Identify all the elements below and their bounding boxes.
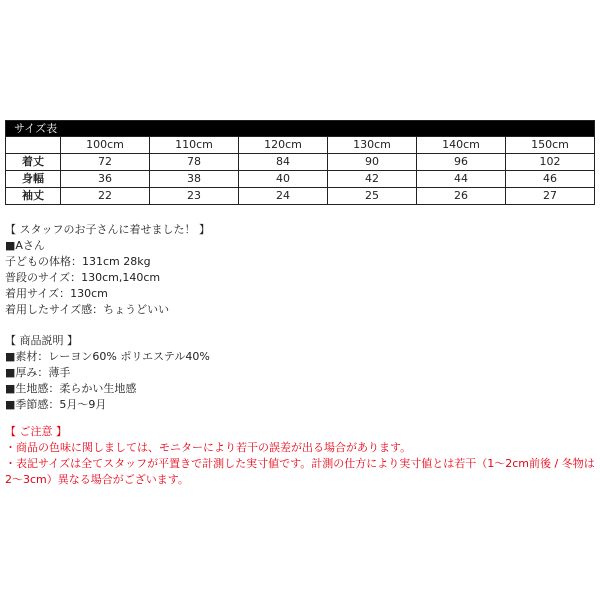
staff-usual-size: 普段のサイズ：130cm,140cm <box>5 271 161 284</box>
size-header-cell: 130cm <box>328 137 417 154</box>
size-table <box>5 120 595 205</box>
table-cell: 90 <box>328 154 417 171</box>
table-cell: 84 <box>239 154 328 171</box>
product-heading: 【 商品説明 】 <box>5 334 78 347</box>
staff-impression: 着用したサイズ感：ちょうどいい <box>5 303 170 316</box>
table-cell: 23 <box>150 188 239 205</box>
size-header-corner <box>6 137 61 154</box>
notice-line-2: ・表記サイズは全てスタッフが平置きで計測した実寸値です。計測の仕方により実寸値とは若干（1～2cm前後 / 冬物は2～3cm）異なる場合がございます。 <box>5 457 595 486</box>
product-texture: ■生地感：柔らかい生地感 <box>5 382 137 395</box>
notice-heading: 【 ご注意 】 <box>5 425 67 438</box>
size-header-cell: 150cm <box>506 137 595 154</box>
staff-name: ■Aさん <box>5 239 45 252</box>
size-header-row <box>6 137 595 154</box>
table-cell: 102 <box>506 154 595 171</box>
product-season: ■季節感：5月～9月 <box>5 398 107 411</box>
table-cell: 26 <box>417 188 506 205</box>
staff-worn-size: 着用サイズ：130cm <box>5 287 108 300</box>
table-row <box>6 171 595 188</box>
product-material: ■素材：レーヨン60% ポリエステル40% <box>5 350 210 363</box>
product-section <box>5 333 595 413</box>
table-cell: 22 <box>61 188 150 205</box>
size-table-title-row <box>6 121 595 137</box>
staff-body-size: 子どもの体格：131cm 28kg <box>5 255 151 268</box>
table-cell: 78 <box>150 154 239 171</box>
table-cell: 72 <box>61 154 150 171</box>
size-header-cell: 110cm <box>150 137 239 154</box>
table-cell: 36 <box>61 171 150 188</box>
notice-section <box>5 424 595 488</box>
size-header-cell: 120cm <box>239 137 328 154</box>
size-header-cell: 100cm <box>61 137 150 154</box>
table-cell: 24 <box>239 188 328 205</box>
table-cell: 46 <box>506 171 595 188</box>
table-cell: 40 <box>239 171 328 188</box>
table-cell: 96 <box>417 154 506 171</box>
size-table-title: サイズ表 <box>6 121 595 137</box>
table-row <box>6 188 595 205</box>
staff-section <box>5 222 595 318</box>
row-label-width: 身幅 <box>6 171 61 188</box>
row-label-length: 着丈 <box>6 154 61 171</box>
staff-heading: 【 スタッフのお子さんに着せました！ 】 <box>5 223 210 236</box>
row-label-sleeve: 袖丈 <box>6 188 61 205</box>
table-cell: 38 <box>150 171 239 188</box>
table-cell: 27 <box>506 188 595 205</box>
product-thickness: ■厚み：薄手 <box>5 366 71 379</box>
table-cell: 42 <box>328 171 417 188</box>
size-header-cell: 140cm <box>417 137 506 154</box>
table-cell: 44 <box>417 171 506 188</box>
table-cell: 25 <box>328 188 417 205</box>
table-row <box>6 154 595 171</box>
notice-line-1: ・商品の色味に関しましては、モニターにより若干の誤差が出る場合があります。 <box>5 441 412 454</box>
